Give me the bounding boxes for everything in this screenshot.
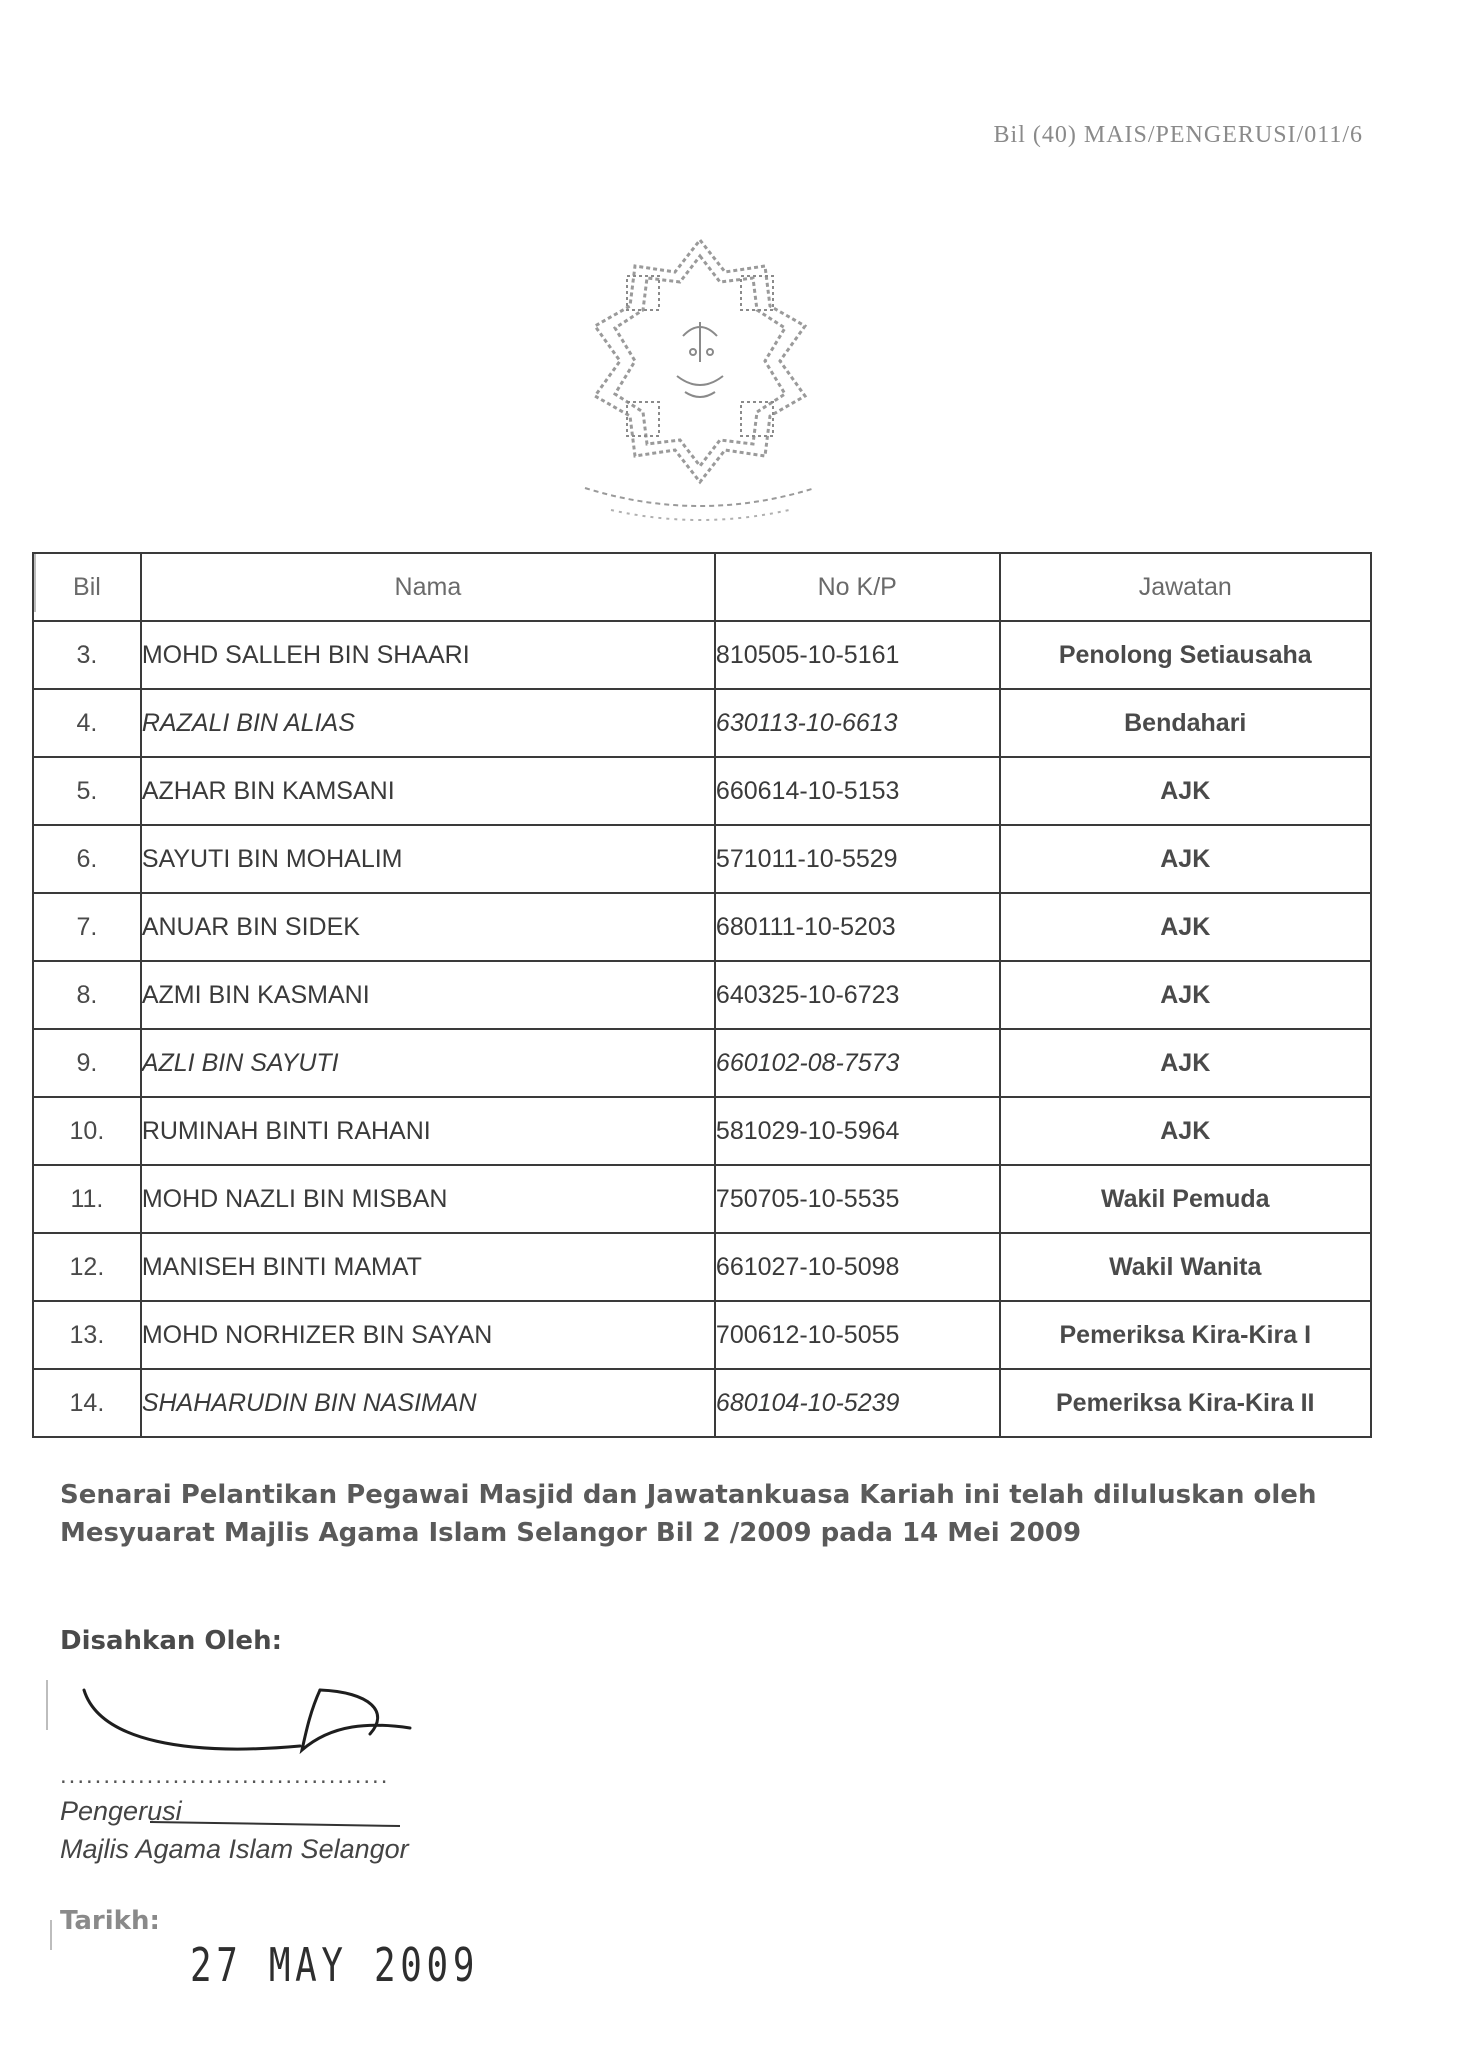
table-row xyxy=(33,1097,1371,1165)
committee-table xyxy=(32,552,1372,1438)
cell-bil: 8. xyxy=(33,961,141,1029)
cell-bil: 6. xyxy=(33,825,141,893)
header-jawatan: Jawatan xyxy=(1000,553,1372,621)
cell-bil: 3. xyxy=(33,621,141,689)
cell-nokp: 661027-10-5098 xyxy=(715,1233,1000,1301)
cell-bil: 9. xyxy=(33,1029,141,1097)
cell-bil: 13. xyxy=(33,1301,141,1369)
cell-jawatan: Penolong Setiausaha xyxy=(1000,621,1372,689)
cell-jawatan: AJK xyxy=(1000,1097,1372,1165)
cell-nokp: 630113-10-6613 xyxy=(715,689,1000,757)
date-label: Tarikh: xyxy=(60,1906,160,1936)
cell-nama: MOHD SALLEH BIN SHAARI xyxy=(141,621,715,689)
cell-bil: 5. xyxy=(33,757,141,825)
date-stamp: 27 MAY 2009 xyxy=(190,1938,480,1992)
cell-nama: RAZALI BIN ALIAS xyxy=(141,689,715,757)
cell-nama: RUMINAH BINTI RAHANI xyxy=(141,1097,715,1165)
table-row xyxy=(33,1369,1371,1437)
table-header-row xyxy=(33,553,1371,621)
cell-nama: ANUAR BIN SIDEK xyxy=(141,893,715,961)
cell-nokp: 660614-10-5153 xyxy=(715,757,1000,825)
cell-nama: MANISEH BINTI MAMAT xyxy=(141,1233,715,1301)
cell-bil: 10. xyxy=(33,1097,141,1165)
table-row xyxy=(33,621,1371,689)
cell-nokp: 680111-10-5203 xyxy=(715,893,1000,961)
table-row xyxy=(33,893,1371,961)
strike-through-mark xyxy=(150,1812,400,1832)
signature-line: ...................................... xyxy=(60,1762,390,1789)
cell-nokp: 700612-10-5055 xyxy=(715,1301,1000,1369)
cell-jawatan: AJK xyxy=(1000,1029,1372,1097)
cell-bil: 11. xyxy=(33,1165,141,1233)
signatory-title: Pengerusi xyxy=(60,1796,182,1826)
table-row xyxy=(33,757,1371,825)
cell-nama: MOHD NAZLI BIN MISBAN xyxy=(141,1165,715,1233)
cell-bil: 12. xyxy=(33,1233,141,1301)
table-row xyxy=(33,1165,1371,1233)
cell-nama: AZHAR BIN KAMSANI xyxy=(141,757,715,825)
cell-nama: AZMI BIN KASMANI xyxy=(141,961,715,1029)
cell-bil: 14. xyxy=(33,1369,141,1437)
cell-bil: 4. xyxy=(33,689,141,757)
table-row xyxy=(33,1301,1371,1369)
cell-nama: SAYUTI BIN MOHALIM xyxy=(141,825,715,893)
table-row xyxy=(33,825,1371,893)
reference-number: Bil (40) MAIS/PENGERUSI/011/6 xyxy=(993,122,1363,148)
cell-jawatan: Pemeriksa Kira-Kira II xyxy=(1000,1369,1372,1437)
cell-nokp: 680104-10-5239 xyxy=(715,1369,1000,1437)
cell-nokp: 640325-10-6723 xyxy=(715,961,1000,1029)
cell-jawatan: AJK xyxy=(1000,893,1372,961)
cell-jawatan: Pemeriksa Kira-Kira I xyxy=(1000,1301,1372,1369)
cell-nokp: 571011-10-5529 xyxy=(715,825,1000,893)
approval-note xyxy=(60,1476,1370,1552)
cell-jawatan: Bendahari xyxy=(1000,689,1372,757)
cell-nama: MOHD NORHIZER BIN SAYAN xyxy=(141,1301,715,1369)
scan-edge xyxy=(50,1920,52,1950)
approval-note-line-1: Senarai Pelantikan Pegawai Masjid dan Jawatankuasa Kariah ini telah diluluskan oleh xyxy=(60,1480,1317,1510)
mais-crest-logo xyxy=(565,226,835,526)
cell-nokp: 810505-10-5161 xyxy=(715,621,1000,689)
cell-nokp: 660102-08-7573 xyxy=(715,1029,1000,1097)
cell-jawatan: AJK xyxy=(1000,825,1372,893)
cell-nokp: 750705-10-5535 xyxy=(715,1165,1000,1233)
cell-jawatan: Wakil Pemuda xyxy=(1000,1165,1372,1233)
header-nokp: No K/P xyxy=(715,553,1000,621)
signatory-organization: Majlis Agama Islam Selangor xyxy=(60,1834,409,1864)
cell-jawatan: AJK xyxy=(1000,961,1372,1029)
cell-bil: 7. xyxy=(33,893,141,961)
header-nama: Nama xyxy=(141,553,715,621)
table-row xyxy=(33,689,1371,757)
cell-nama: SHAHARUDIN BIN NASIMAN xyxy=(141,1369,715,1437)
cell-jawatan: AJK xyxy=(1000,757,1372,825)
verified-by-label: Disahkan Oleh: xyxy=(60,1626,282,1656)
cell-jawatan: Wakil Wanita xyxy=(1000,1233,1372,1301)
table-row xyxy=(33,1233,1371,1301)
header-bil: Bil xyxy=(33,553,141,621)
cell-nama: AZLI BIN SAYUTI xyxy=(141,1029,715,1097)
cell-nokp: 581029-10-5964 xyxy=(715,1097,1000,1165)
approval-note-line-2: Mesyuarat Majlis Agama Islam Selangor Bil 2 /2009 pada 14 Mei 2009 xyxy=(60,1518,1082,1548)
scan-edge xyxy=(46,1680,48,1730)
table-row xyxy=(33,961,1371,1029)
table-row xyxy=(33,1029,1371,1097)
